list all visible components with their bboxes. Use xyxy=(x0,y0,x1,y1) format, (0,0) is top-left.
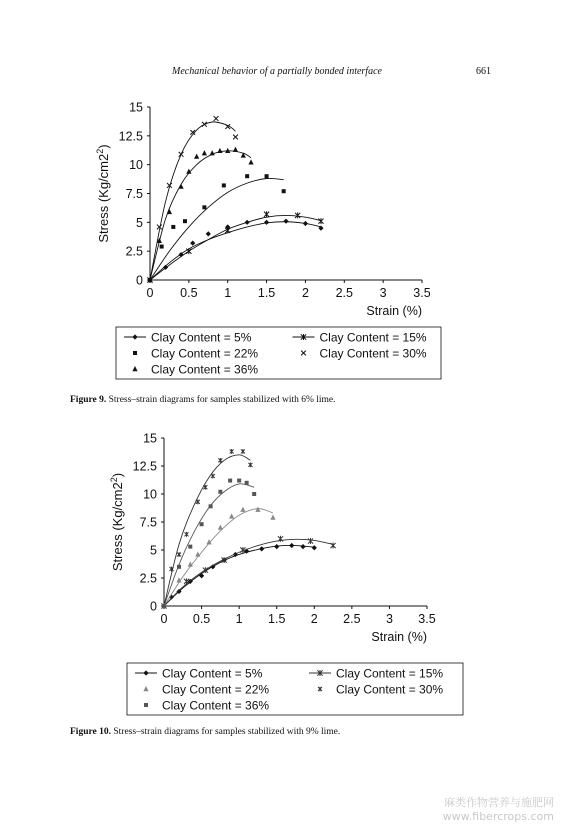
data-point xyxy=(289,543,294,548)
page-header xyxy=(0,66,562,82)
x-tick-label: 1.5 xyxy=(257,286,276,300)
y-tick-label: 10 xyxy=(143,487,157,502)
data-point xyxy=(265,174,269,178)
data-point xyxy=(278,536,283,542)
x-tick-label: 2 xyxy=(301,286,309,300)
y-tick-label: 10 xyxy=(129,158,143,173)
data-point xyxy=(218,490,222,494)
running-title: Mechanical behavior of a partially bonded interface xyxy=(172,66,382,77)
data-point xyxy=(259,546,264,551)
data-point xyxy=(186,248,191,254)
legend-marker xyxy=(144,703,148,707)
legend-label: Clay Content = 15% xyxy=(336,666,444,681)
y-tick-label: 0 xyxy=(136,273,143,288)
data-point xyxy=(303,221,308,226)
data-point xyxy=(240,507,245,512)
data-point xyxy=(183,219,187,223)
data-point xyxy=(209,504,213,508)
data-point xyxy=(160,245,164,249)
data-point xyxy=(177,552,181,557)
data-point xyxy=(237,479,241,483)
x-tick-label: 1 xyxy=(235,612,243,626)
trend-line xyxy=(150,122,235,280)
figure-10-caption xyxy=(70,727,340,737)
data-point xyxy=(194,154,199,159)
data-point xyxy=(233,135,238,140)
trend-line xyxy=(164,539,333,606)
data-point xyxy=(202,205,206,209)
data-point xyxy=(210,150,215,155)
data-point xyxy=(241,449,245,454)
y-tick-label: 15 xyxy=(143,431,157,446)
figure-10-caption-label: Figure 10. xyxy=(70,727,111,737)
x-tick-label: 3 xyxy=(385,612,393,626)
x-tick-label: 3.5 xyxy=(413,286,431,300)
data-point xyxy=(230,449,234,454)
x-tick-label: 3.5 xyxy=(418,612,436,626)
data-point xyxy=(248,159,253,164)
series-4 xyxy=(148,116,238,282)
data-point xyxy=(255,507,260,512)
data-point xyxy=(202,150,207,155)
x-tick-label: 0.5 xyxy=(180,286,198,300)
data-point xyxy=(312,545,317,550)
x-tick-label: 2.5 xyxy=(335,286,353,300)
y-tick-label: 7.5 xyxy=(139,515,157,530)
data-point xyxy=(228,479,232,483)
watermark xyxy=(443,796,554,824)
trend-line xyxy=(164,545,314,606)
y-tick-label: 2.5 xyxy=(125,244,143,259)
x-tick-label: 0 xyxy=(146,286,154,300)
data-point xyxy=(196,499,200,504)
figure-9-caption-text: Stress–strain diagrams for samples stabilized with 6% lime. xyxy=(108,395,336,405)
watermark-line-2: www.fibercrops.com xyxy=(442,810,554,823)
y-tick-label: 7.5 xyxy=(125,187,143,201)
data-point xyxy=(179,152,184,157)
x-tick-label: 2.5 xyxy=(343,612,361,626)
data-point xyxy=(300,544,305,549)
data-point xyxy=(218,458,222,463)
data-point xyxy=(185,532,189,537)
data-point xyxy=(217,148,222,153)
data-point xyxy=(252,492,256,496)
y-axis-title: Stress $(Kg/cm2^2)$ xyxy=(95,144,111,243)
y-tick-label: 0 xyxy=(150,599,157,614)
trend-line xyxy=(150,151,251,280)
data-point xyxy=(202,122,207,127)
data-point xyxy=(233,147,238,152)
legend-label: Clay Content = 36% xyxy=(151,362,259,377)
series-4 xyxy=(162,449,252,608)
series-1 xyxy=(161,543,316,609)
legend-label: Clay Content = 36% xyxy=(162,698,270,713)
data-point xyxy=(162,604,166,608)
y-tick-label: 15 xyxy=(129,100,143,115)
data-point xyxy=(330,543,335,549)
trend-line xyxy=(164,484,254,606)
legend-label: Clay Content = 22% xyxy=(162,682,270,697)
legend xyxy=(116,327,441,379)
y-axis-title: Stress $(Kg/cm2^2)$ xyxy=(109,472,125,572)
x-tick-label: 0.5 xyxy=(192,612,211,626)
x-tick-label: 0 xyxy=(160,612,168,626)
data-point xyxy=(295,212,300,218)
watermark-line-1: 麻类作物营养与施肥网 xyxy=(444,796,554,809)
legend-label: Clay Content = 5% xyxy=(151,330,252,345)
x-tick-label: 1.5 xyxy=(268,612,286,626)
data-point xyxy=(241,152,246,157)
y-tick-label: 2.5 xyxy=(139,571,157,586)
figure-10-chart xyxy=(0,425,562,720)
x-axis-title: Strain (%) xyxy=(366,304,422,318)
data-point xyxy=(214,116,219,121)
data-point xyxy=(188,545,192,549)
y-tick-label: 5 xyxy=(136,215,143,230)
data-point xyxy=(167,209,172,214)
data-point xyxy=(229,513,234,518)
data-point xyxy=(171,225,175,229)
x-axis-title: Strain (%) xyxy=(371,630,427,644)
data-point xyxy=(211,474,215,479)
data-point xyxy=(282,189,286,193)
data-point xyxy=(274,544,279,549)
y-tick-label: 12.5 xyxy=(132,459,157,474)
data-point xyxy=(177,565,181,569)
data-point xyxy=(308,538,313,544)
data-point xyxy=(283,219,288,224)
legend-label: Clay Content = 30% xyxy=(319,346,427,361)
data-point xyxy=(245,174,249,178)
trend-line xyxy=(150,215,321,280)
legend-label: Clay Content = 5% xyxy=(162,666,263,681)
data-point xyxy=(218,525,223,530)
x-tick-label: 1 xyxy=(224,286,232,300)
y-tick-label: 12.5 xyxy=(118,129,143,144)
figure-9-caption-label: Figure 9. xyxy=(70,395,107,405)
data-point xyxy=(270,515,275,520)
data-point xyxy=(178,184,183,189)
legend-label: Clay Content = 30% xyxy=(336,682,444,697)
data-point xyxy=(190,240,195,245)
figure-10-caption-text: Stress–strain diagrams for samples stabilized with 9% lime. xyxy=(113,727,341,737)
legend-label: Clay Content = 22% xyxy=(151,346,259,361)
x-tick-label: 2 xyxy=(310,612,318,626)
y-tick-label: 5 xyxy=(150,543,157,558)
figure-9-caption xyxy=(70,395,336,405)
data-point xyxy=(203,485,207,490)
data-point xyxy=(200,522,204,526)
legend xyxy=(127,663,463,715)
data-point xyxy=(222,183,226,187)
data-point xyxy=(264,220,269,225)
legend-marker xyxy=(133,351,137,355)
trend-line xyxy=(150,222,321,280)
data-point xyxy=(318,218,323,224)
x-tick-label: 3 xyxy=(379,286,387,300)
data-point xyxy=(245,481,249,485)
data-point xyxy=(248,462,252,467)
data-point xyxy=(206,231,211,236)
page-number: 661 xyxy=(476,66,491,77)
data-point xyxy=(264,211,269,217)
legend-label: Clay Content = 15% xyxy=(319,330,427,345)
figure-9-chart xyxy=(0,95,562,390)
trend-line xyxy=(164,455,250,606)
